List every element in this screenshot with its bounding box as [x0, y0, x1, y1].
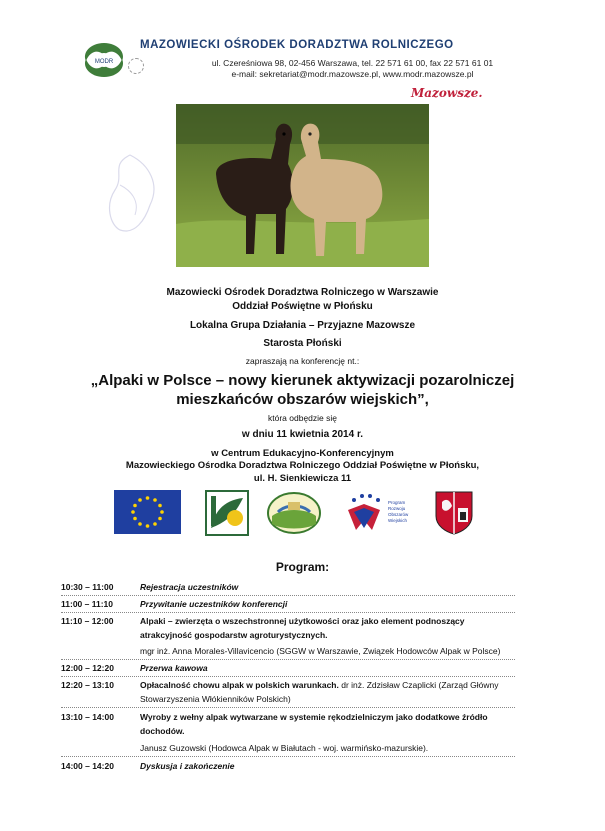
- program-item-title: Opłacalność chowu alpak w polskich warunkach.: [140, 680, 339, 690]
- organizer-line-2: Oddział Poświętne w Płońsku: [232, 301, 373, 312]
- program-item-row: [140, 680, 499, 690]
- venue-line-2: Mazowieckiego Ośrodka Doradztwa Rolniczego Oddział Poświętne w Płońsku,: [125, 460, 480, 471]
- conference-title-line-1: „Alpaki w Polsce – nowy kierunek aktywizacji pozarolniczej: [90, 372, 515, 389]
- program-heading: Program:: [275, 560, 330, 574]
- program-item-speaker: dr inż. Zdzisław Czaplicki (Zarząd Główny: [338, 680, 499, 690]
- program-item-title: Przerwa kawowa: [140, 663, 208, 673]
- organizer-line-1: Mazowiecki Ośrodek Doradztwa Rolniczego w Warszawie: [166, 287, 439, 298]
- leader-logo-icon: [205, 490, 249, 536]
- program-time: 12:20 – 13:10: [61, 680, 114, 690]
- alpaca-photo: [176, 104, 429, 267]
- program-time: 13:10 – 14:00: [61, 712, 114, 722]
- program-item-title: Przywitanie uczestników konferencji: [140, 599, 288, 609]
- program-divider: [61, 659, 515, 660]
- venue-line-3: ul. H. Sienkiewicza 11: [253, 473, 352, 484]
- program-item-title-cont: dochodów.: [140, 726, 185, 736]
- organizer-line-3: Lokalna Grupa Działania – Przyjazne Mazowsze: [189, 320, 416, 331]
- program-item-title: Dyskusja i zakończenie: [140, 761, 235, 771]
- eu-flag-icon: [114, 490, 181, 536]
- program-time: 12:00 – 12:20: [61, 663, 114, 673]
- program-time: 14:00 – 14:20: [61, 761, 114, 771]
- program-time: 11:00 – 11:10: [61, 599, 113, 609]
- program-item-speaker-cont: Stowarzyszenia Włókienników Polskich): [140, 694, 291, 704]
- prow-logo-icon: [344, 490, 384, 536]
- address-line-2: e-mail: sekretariat@modr.mazowsze.pl, www.modr.mazowsze.pl: [231, 69, 474, 79]
- coat-of-arms-icon: [434, 490, 474, 536]
- program-item-title: Alpaki – zwierzęta o wszechstronnej użytkowości oraz jako element podnoszący: [140, 616, 465, 626]
- program-divider: [61, 612, 515, 613]
- program-divider: [61, 756, 515, 757]
- venue-line-1: w Centrum Edukacyjno-Konferencyjnym: [211, 448, 394, 459]
- program-item-title-cont: atrakcyjność gospodarstw agroturystycznych.: [140, 630, 328, 640]
- faint-stamp-icon: [90, 145, 170, 245]
- conference-title-line-2: mieszkańców obszarów wiejskich”,: [176, 391, 429, 408]
- conference-date: w dniu 11 kwietnia 2014 r.: [241, 429, 364, 440]
- invite-text: zapraszają na konferencję nt.:: [245, 356, 360, 366]
- prow-logo-text: Program Rozwoju Obszarów Wiejskich: [388, 500, 409, 523]
- program-item-speaker: Janusz Guzowski (Hodowca Alpak w Białutach - woj. warmińsko-mazurskie).: [140, 743, 429, 753]
- organizer-line-4: Starosta Płoński: [263, 338, 342, 349]
- mazowsze-brand: Mazowsze.: [411, 86, 483, 100]
- address-line-1: ul. Czereśniowa 98, 02-456 Warszawa, tel. 22 571 61 00, fax 22 571 61 01: [211, 58, 494, 68]
- program-item-title: Wyroby z wełny alpak wytwarzane w systemie rękodzielniczym jako dodatkowe źródło: [140, 712, 488, 722]
- lgd-logo-icon: [266, 490, 322, 536]
- logo-text: MODR: [94, 59, 114, 65]
- program-divider: [61, 595, 515, 596]
- program-time: 11:10 – 12:00: [61, 616, 114, 626]
- org-name: MAZOWIECKI OŚRODEK DORADZTWA ROLNICZEGO: [140, 39, 454, 51]
- program-item-speaker: mgr inż. Anna Morales-Villavicencio (SGGW w Warszawie, Związek Hodowców Alpak w Polsce): [140, 646, 501, 656]
- program-item-title: Rejestracja uczestników: [140, 582, 239, 592]
- program-time: 10:30 – 11:00: [61, 582, 114, 592]
- program-divider: [61, 707, 515, 708]
- which-text: która odbędzie się: [268, 413, 337, 423]
- program-divider: [61, 676, 515, 677]
